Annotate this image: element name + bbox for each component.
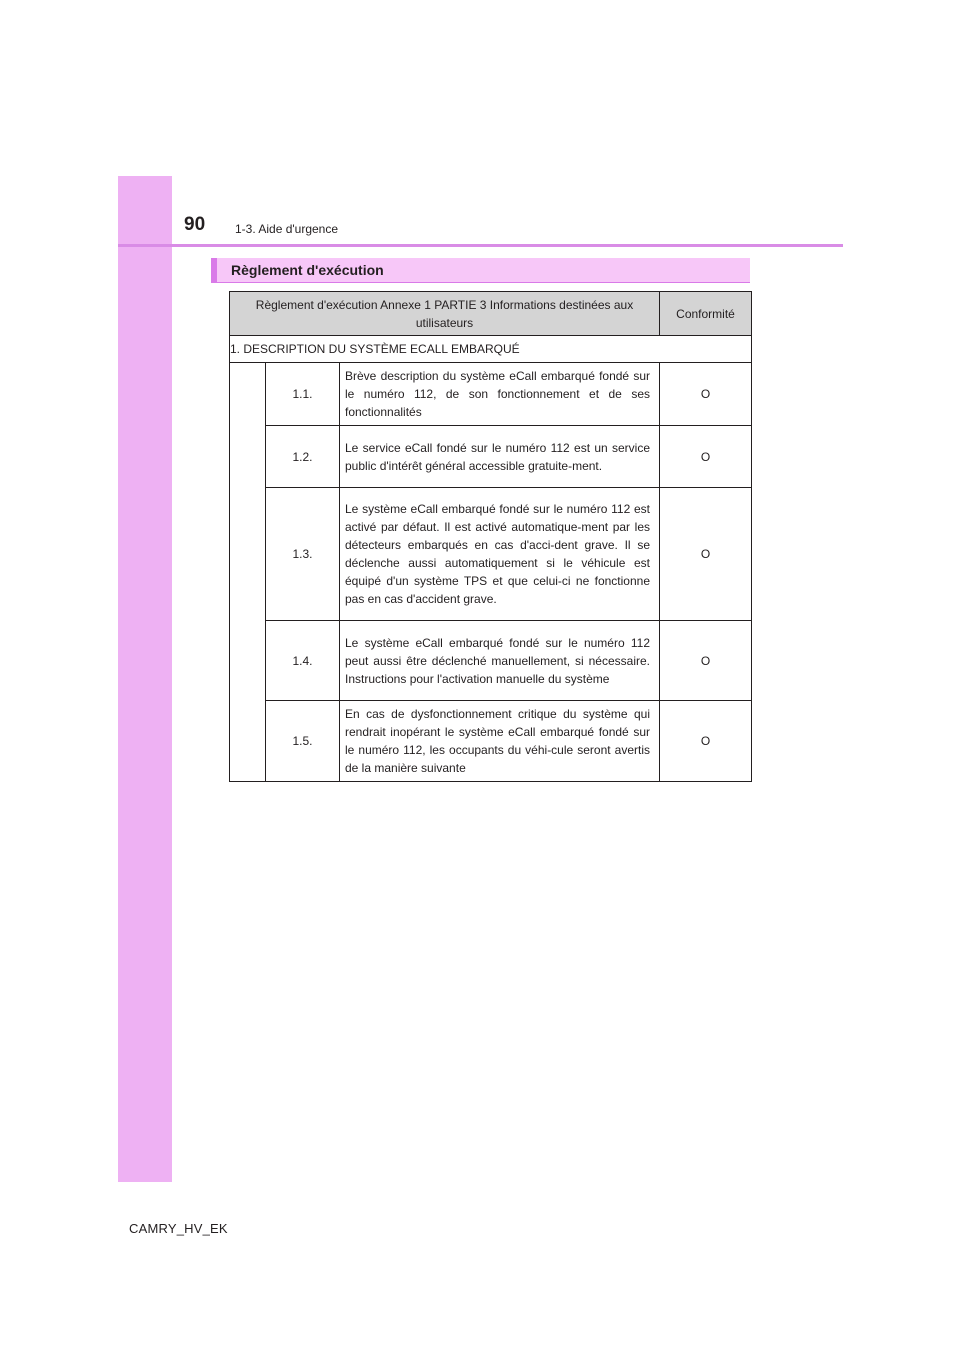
section-heading-text: Règlement d'exécution (231, 262, 384, 278)
table-row (230, 488, 752, 621)
row-number: 1.2. (266, 426, 340, 488)
row-number: 1.3. (266, 488, 340, 621)
row-conformity: O (660, 701, 752, 782)
row-description: Le système eCall embarqué fondé sur le numéro 112 est activé par défaut. Il est activé automatique-ment par les détecteurs embarqués en cas d'acci-dent grave. Il se déclenche aussi automatiquement si le véhicule est équipé d'un système TPS et que celui-ci ne fonctionne pas en cas d'accident grave. (340, 488, 660, 621)
regulation-table (229, 291, 752, 782)
column-header-regulation: Règlement d'exécution Annexe 1 PARTIE 3 Informations destinées aux utilisateurs (230, 292, 660, 336)
table-row (230, 363, 752, 426)
table-section-row (230, 336, 752, 363)
section-label: 1-3. Aide d'urgence (235, 222, 339, 236)
row-number: 1.1. (266, 363, 340, 426)
side-tab-bar (118, 176, 172, 1182)
row-number: 1.4. (266, 621, 340, 701)
header-divider (118, 244, 843, 247)
page-number: 90 (184, 214, 206, 235)
row-conformity: O (660, 488, 752, 621)
table-row (230, 621, 752, 701)
row-conformity: O (660, 621, 752, 701)
row-description: Brève description du système eCall embarqué fondé sur le numéro 112, de son fonctionnement et de ses fonctionnalités (340, 363, 660, 426)
section-heading (211, 258, 750, 283)
row-number: 1.5. (266, 701, 340, 782)
indent-cell (230, 363, 266, 782)
row-description: Le système eCall embarqué fondé sur le numéro 112 peut aussi être déclenché manuellement, si nécessaire. Instructions pour l'activation manuelle du système (340, 621, 660, 701)
row-conformity: O (660, 363, 752, 426)
table-row (230, 701, 752, 782)
column-header-conformity: Conformité (660, 292, 752, 336)
row-conformity: O (660, 426, 752, 488)
row-description: En cas de dysfonctionnement critique du système qui rendrait inopérant le système eCall embarqué fondé sur le numéro 112, les occupants du véhi-cule seront avertis de la manière suivante (340, 701, 660, 782)
table-section-title: 1. DESCRIPTION DU SYSTÈME ECALL EMBARQUÉ (230, 336, 752, 363)
table-row (230, 426, 752, 488)
row-description: Le service eCall fondé sur le numéro 112 est un service public d'intérêt général accessible gratuite-ment. (340, 426, 660, 488)
document-code: CAMRY_HV_EK (129, 1221, 228, 1236)
table-header-row (230, 292, 752, 336)
